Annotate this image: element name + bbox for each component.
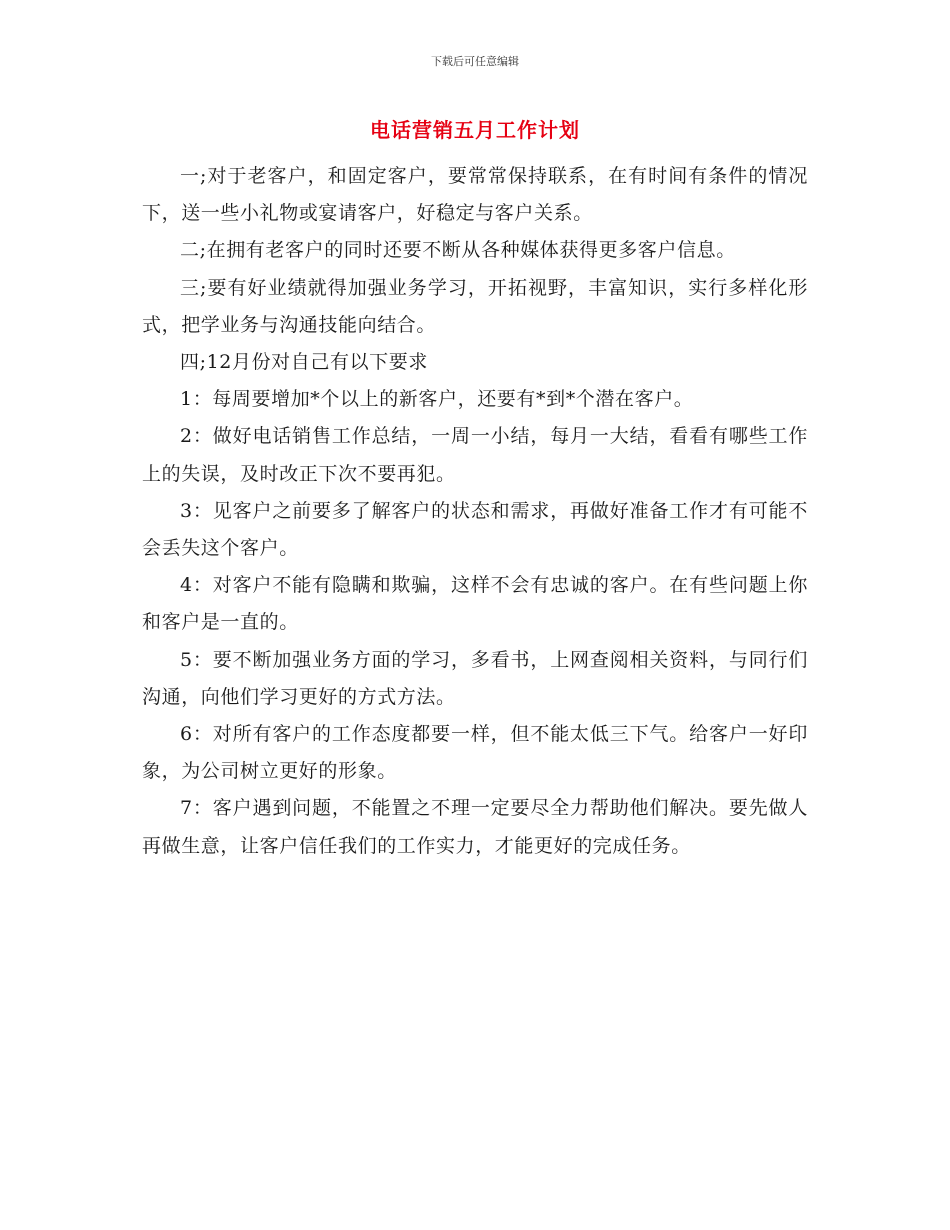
- paragraph-3: 三;要有好业绩就得加强业务学习，开拓视野，丰富知识，实行多样化形式，把学业务与沟通技能向结合。: [142, 276, 808, 336]
- list-item-4: 4：对客户不能有隐瞒和欺骗，这样不会有忠诚的客户。在有些问题上你和客户是一直的。: [142, 574, 808, 634]
- list-item-5: 5：要不断加强业务方面的学习，多看书，上网查阅相关资料，与同行们沟通，向他们学习更好的方式方法。: [142, 648, 808, 708]
- paragraph-2: 二;在拥有老客户的同时还要不断从各种媒体获得更多客户信息。: [180, 239, 736, 262]
- header-note: 下载后可任意编辑: [431, 55, 519, 68]
- document-body: [142, 158, 808, 865]
- document-title: 电话营销五月工作计划: [370, 118, 580, 142]
- list-item-2: 2：做好电话销售工作总结，一周一小结，每月一大结，看看有哪些工作上的失误，及时改正下次不要再犯。: [142, 425, 808, 485]
- list-item-6: 6：对所有客户的工作态度都要一样，但不能太低三下气。给客户一好印象，为公司树立更好的形象。: [142, 723, 808, 783]
- list-item-7: 7：客户遇到问题，不能置之不理一定要尽全力帮助他们解决。要先做人再做生意，让客户信任我们的工作实力，才能更好的完成任务。: [142, 797, 808, 857]
- list-item-1: 1：每周要增加*个以上的新客户，还要有*到*个潜在客户。: [180, 388, 694, 411]
- paragraph-4: 四;12月份对自己有以下要求: [180, 351, 428, 374]
- list-item-3: 3：见客户之前要多了解客户的状态和需求，再做好准备工作才有可能不会丢失这个客户。: [142, 499, 808, 560]
- paragraph-1: 一;对于老客户，和固定客户，要常常保持联系，在有时间有条件的情况下，送一些小礼物或宴请客户，好稳定与客户关系。: [142, 165, 808, 225]
